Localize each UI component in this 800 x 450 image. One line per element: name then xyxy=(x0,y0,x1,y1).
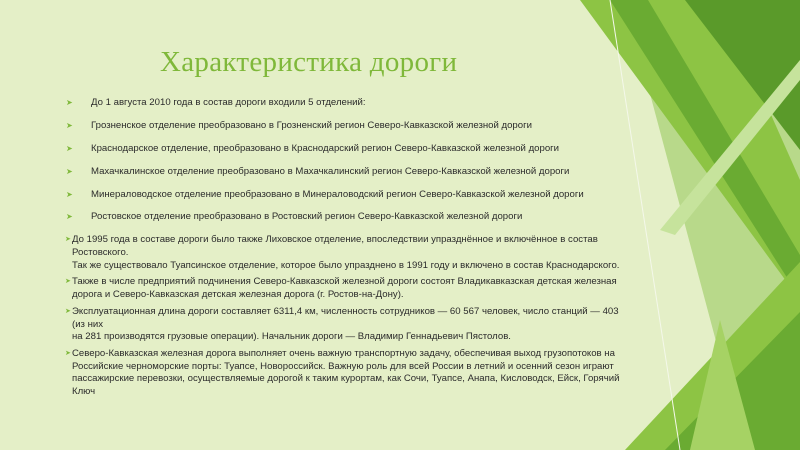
paragraph xyxy=(66,276,626,301)
paragraph-line: До 1995 года в составе дороги было также Лиховское отделение, впоследствии упразднённое и включённое в состав Ростовского. xyxy=(72,234,598,258)
paragraph-line: на 281 производятся грузовые операции). Начальник дороги — Владимир Геннадьевич Пястолов. xyxy=(72,331,511,343)
list-item-text: Минераловодское отделение преобразовано в Минераловодский регион Северо-Кавказской железной дороги xyxy=(91,188,584,200)
paragraph-line: Северо-Кавказская железная дорога выполняет очень важную транспортную задачу, обеспечивая выход грузопотоков на xyxy=(72,347,615,359)
arrow-bullet-icon: ➤ xyxy=(66,98,73,107)
slide-title: Характеристика дороги xyxy=(160,46,458,78)
arrow-bullet-icon: ➤ xyxy=(65,278,71,286)
arrow-bullet-icon: ➤ xyxy=(66,143,73,153)
paragraph-line: Так же существовало Туапсинское отделение, которое было упразднено в 1991 году и включено в состав Краснодарского. xyxy=(72,259,620,271)
paragraph-line: Эксплуатационная длина дороги составляет 6311,4 км, численность сотрудников — 60 567 человек, число станций — 403 (из них xyxy=(72,305,619,330)
paragraph xyxy=(66,348,626,398)
arrow-bullet-icon: ➤ xyxy=(65,349,71,357)
paragraph-line: дорога и Северо-Кавказская детская железная дорога (г. Ростов-на-Дону). xyxy=(72,289,404,301)
list-item-text: Краснодарское отделение, преобразовано в Краснодарский регион Северо-Кавказской железной дороги xyxy=(91,142,560,154)
paragraph xyxy=(66,306,626,344)
paragraph-line: Российские черноморские порты: Туапсе, Новороссийск. Важную роль для всей России в летний и осенний сезон играют xyxy=(72,360,614,372)
list-item-text: До 1 августа 2010 года в состав дороги входили 5 отделений: xyxy=(91,97,366,108)
arrow-bullet-icon: ➤ xyxy=(66,212,73,222)
list-item xyxy=(66,143,626,156)
paragraph-line: пассажирские перевозки, осуществляемые дорогой к таким курортам, как Сочи, Туапсе, Анапа, Кисловодск, Ейск, Горячий Ключ xyxy=(72,373,620,397)
list-item xyxy=(66,166,626,179)
paragraph xyxy=(66,234,626,272)
list-item xyxy=(66,211,626,224)
arrow-bullet-icon: ➤ xyxy=(66,166,73,176)
arrow-bullet-icon: ➤ xyxy=(66,120,73,130)
list-item xyxy=(66,189,626,202)
arrow-bullet-icon: ➤ xyxy=(66,189,73,199)
list-item xyxy=(66,120,626,133)
list-item xyxy=(66,97,626,110)
paragraph-line: Также в числе предприятий подчинения Северо-Кавказской железной дороги состоят Владикавказская детская железная xyxy=(72,276,617,288)
arrow-bullet-icon: ➤ xyxy=(65,307,71,315)
slide-content xyxy=(66,97,626,403)
list-item-text: Махачкалинское отделение преобразовано в Махачкалинский регион Северо-Кавказской железной дороги xyxy=(91,165,570,177)
list-item-text: Грозненское отделение преобразовано в Грозненский регион Северо-Кавказской железной дороги xyxy=(91,119,532,131)
list-item-text: Ростовское отделение преобразовано в Ростовский регион Северо-Кавказской железной дороги xyxy=(91,211,523,223)
arrow-bullet-icon: ➤ xyxy=(65,236,71,244)
